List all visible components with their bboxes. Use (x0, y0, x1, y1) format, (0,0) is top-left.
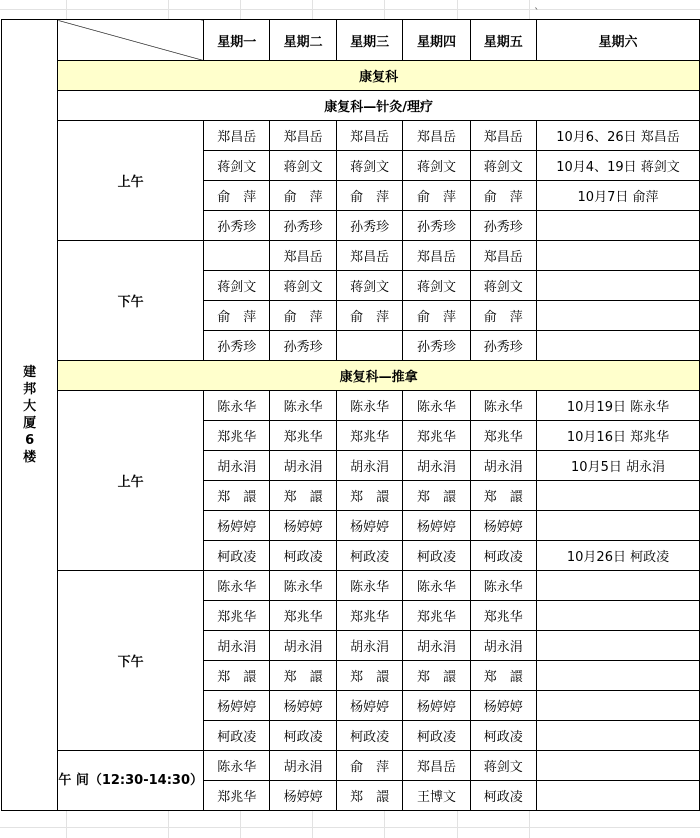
doctor-cell[interactable]: 郑昌岳 (403, 751, 470, 781)
doctor-cell[interactable]: 蒋剑文 (204, 151, 270, 181)
doctor-cell[interactable]: 杨婷婷 (204, 691, 270, 721)
doctor-cell[interactable]: 俞 萍 (270, 181, 336, 211)
doctor-cell[interactable]: 胡永涓 (470, 451, 536, 481)
doctor-cell[interactable]: 郑 譞 (403, 661, 470, 691)
doctor-cell[interactable]: 陈永华 (336, 391, 402, 421)
gridline (0, 827, 700, 828)
weekday-header[interactable]: 星期三 (336, 20, 402, 61)
doctor-cell[interactable]: 郑 譞 (336, 781, 402, 811)
doctor-cell[interactable]: 郑昌岳 (204, 121, 270, 151)
doctor-cell[interactable]: 郑兆华 (403, 421, 470, 451)
doctor-cell[interactable]: 胡永涓 (336, 631, 402, 661)
doctor-cell[interactable]: 俞 萍 (204, 181, 270, 211)
period-label[interactable]: 下午 (58, 241, 204, 361)
doctor-cell[interactable] (336, 331, 402, 361)
doctor-cell[interactable]: 杨婷婷 (270, 691, 336, 721)
saturday-cell[interactable] (537, 271, 700, 301)
doctor-cell[interactable]: 郑兆华 (403, 601, 470, 631)
doctor-cell[interactable]: 陈永华 (336, 571, 402, 601)
doctor-cell[interactable]: 郑 譞 (470, 661, 536, 691)
doctor-cell[interactable]: 陈永华 (204, 751, 270, 781)
weekday-header[interactable]: 星期五 (470, 20, 536, 61)
table-row (2, 751, 700, 781)
doctor-cell[interactable]: 蒋剑文 (270, 151, 336, 181)
doctor-cell[interactable]: 郑昌岳 (336, 121, 402, 151)
doctor-cell[interactable]: 胡永涓 (403, 631, 470, 661)
schedule-body (2, 20, 700, 811)
saturday-cell[interactable]: 10月16日 郑兆华 (537, 421, 700, 451)
doctor-cell[interactable]: 陈永华 (470, 571, 536, 601)
doctor-cell[interactable]: 俞 萍 (204, 301, 270, 331)
doctor-cell[interactable]: 孙秀珍 (470, 331, 536, 361)
saturday-cell[interactable] (537, 721, 700, 751)
saturday-cell[interactable]: 10月19日 陈永华 (537, 391, 700, 421)
saturday-cell[interactable] (537, 481, 700, 511)
doctor-cell[interactable]: 郑昌岳 (403, 241, 470, 271)
doctor-cell[interactable]: 孙秀珍 (270, 331, 336, 361)
section-title-row (2, 91, 700, 121)
saturday-cell[interactable]: 10月6、26日 郑昌岳 (537, 121, 700, 151)
saturday-cell[interactable] (537, 781, 700, 811)
schedule-table (1, 19, 700, 811)
doctor-cell[interactable]: 胡永涓 (336, 451, 402, 481)
doctor-cell[interactable]: 蒋剑文 (270, 271, 336, 301)
doctor-cell[interactable]: 陈永华 (470, 391, 536, 421)
doctor-cell[interactable]: 柯政凌 (336, 721, 402, 751)
period-label[interactable]: 上午 (58, 391, 204, 571)
doctor-cell[interactable]: 胡永涓 (270, 451, 336, 481)
doctor-cell[interactable]: 孙秀珍 (204, 331, 270, 361)
doctor-cell[interactable]: 俞 萍 (470, 301, 536, 331)
period-label[interactable]: 午 间（12:30-14:30） (58, 751, 204, 811)
doctor-cell[interactable]: 孙秀珍 (204, 211, 270, 241)
doctor-cell[interactable]: 郑 譞 (470, 481, 536, 511)
doctor-cell[interactable]: 郑 譞 (336, 481, 402, 511)
doctor-cell[interactable]: 蒋剑文 (336, 151, 402, 181)
doctor-cell[interactable]: 郑昌岳 (270, 121, 336, 151)
saturday-cell[interactable]: 10月7日 俞萍 (537, 181, 700, 211)
doctor-cell[interactable]: 郑兆华 (336, 421, 402, 451)
doctor-cell[interactable]: 孙秀珍 (270, 211, 336, 241)
section-title-row (2, 361, 700, 391)
gridline (0, 9, 700, 10)
saturday-cell[interactable] (537, 601, 700, 631)
saturday-cell[interactable] (537, 571, 700, 601)
saturday-cell[interactable]: 10月5日 胡永涓 (537, 451, 700, 481)
saturday-cell[interactable] (537, 241, 700, 271)
doctor-cell[interactable]: 俞 萍 (336, 301, 402, 331)
diagonal-header-cell[interactable] (58, 20, 204, 61)
saturday-cell[interactable] (537, 751, 700, 781)
doctor-cell[interactable]: 柯政凌 (403, 541, 470, 571)
doctor-cell[interactable]: 孙秀珍 (403, 331, 470, 361)
doctor-cell[interactable]: 俞 萍 (270, 301, 336, 331)
saturday-cell[interactable] (537, 691, 700, 721)
weekday-header[interactable]: 星期二 (270, 20, 336, 61)
doctor-cell[interactable]: 陈永华 (204, 391, 270, 421)
doctor-cell[interactable]: 蒋剑文 (204, 271, 270, 301)
doctor-cell[interactable]: 孙秀珍 (403, 211, 470, 241)
doctor-cell[interactable]: 俞 萍 (403, 181, 470, 211)
weekday-header[interactable]: 星期四 (403, 20, 470, 61)
doctor-cell[interactable]: 蒋剑文 (470, 271, 536, 301)
table-row (2, 241, 700, 271)
saturday-cell[interactable] (537, 661, 700, 691)
doctor-cell[interactable]: 郑兆华 (204, 421, 270, 451)
doctor-cell[interactable]: 杨婷婷 (270, 511, 336, 541)
doctor-cell[interactable]: 郑兆华 (470, 601, 536, 631)
doctor-cell[interactable]: 郑昌岳 (470, 241, 536, 271)
saturday-cell[interactable] (537, 211, 700, 241)
building-label[interactable] (2, 20, 58, 811)
doctor-cell[interactable]: 郑 譞 (270, 481, 336, 511)
doctor-cell[interactable]: 郑兆华 (270, 421, 336, 451)
doctor-cell[interactable]: 郑昌岳 (270, 241, 336, 271)
doctor-cell[interactable]: 杨婷婷 (470, 511, 536, 541)
doctor-cell[interactable]: 孙秀珍 (336, 211, 402, 241)
building-text: 建邦大厦6楼 (23, 365, 37, 465)
department-title-row (2, 61, 700, 91)
doctor-cell[interactable]: 胡永涓 (470, 631, 536, 661)
doctor-cell[interactable]: 杨婷婷 (403, 511, 470, 541)
saturday-cell[interactable] (537, 511, 700, 541)
doctor-cell[interactable]: 俞 萍 (336, 751, 402, 781)
doctor-cell[interactable]: 郑 譞 (204, 661, 270, 691)
saturday-cell[interactable] (537, 631, 700, 661)
weekday-header[interactable]: 星期一 (204, 20, 270, 61)
doctor-cell[interactable]: 俞 萍 (403, 301, 470, 331)
doctor-cell[interactable]: 柯政凌 (470, 781, 536, 811)
doctor-cell[interactable]: 杨婷婷 (270, 781, 336, 811)
doctor-cell[interactable]: 王博文 (403, 781, 470, 811)
doctor-cell[interactable]: 杨婷婷 (470, 691, 536, 721)
saturday-cell[interactable] (537, 301, 700, 331)
doctor-cell[interactable]: 杨婷婷 (403, 691, 470, 721)
doctor-cell[interactable]: 郑昌岳 (403, 121, 470, 151)
department-title[interactable]: 康复科 (58, 61, 700, 91)
section-title[interactable]: 康复科—针灸/理疗 (58, 91, 700, 121)
doctor-cell[interactable]: 胡永涓 (270, 631, 336, 661)
doctor-cell[interactable]: 陈永华 (270, 571, 336, 601)
doctor-cell[interactable]: 蒋剑文 (470, 751, 536, 781)
period-label[interactable]: 下午 (58, 571, 204, 751)
doctor-cell[interactable]: 柯政凌 (470, 721, 536, 751)
doctor-cell[interactable]: 胡永涓 (204, 631, 270, 661)
doctor-cell[interactable]: 郑兆华 (270, 601, 336, 631)
doctor-cell[interactable] (204, 241, 270, 271)
saturday-cell[interactable] (537, 331, 700, 361)
doctor-cell[interactable]: 柯政凌 (204, 721, 270, 751)
doctor-cell[interactable]: 柯政凌 (470, 541, 536, 571)
doctor-cell[interactable]: 郑兆华 (336, 601, 402, 631)
doctor-cell[interactable]: 柯政凌 (270, 721, 336, 751)
doctor-cell[interactable]: 杨婷婷 (336, 511, 402, 541)
doctor-cell[interactable]: 蒋剑文 (403, 151, 470, 181)
doctor-cell[interactable]: 蒋剑文 (403, 271, 470, 301)
table-row (2, 571, 700, 601)
period-label[interactable]: 上午 (58, 121, 204, 241)
doctor-cell[interactable]: 郑兆华 (204, 601, 270, 631)
doctor-cell[interactable]: 郑昌岳 (470, 121, 536, 151)
doctor-cell[interactable]: 郑兆华 (204, 781, 270, 811)
doctor-cell[interactable]: 郑昌岳 (336, 241, 402, 271)
doctor-cell[interactable]: 胡永涓 (270, 751, 336, 781)
saturday-cell[interactable]: 10月4、19日 蒋剑文 (537, 151, 700, 181)
cell-mark: ` (534, 6, 540, 19)
doctor-cell[interactable]: 郑 譞 (336, 661, 402, 691)
doctor-cell[interactable]: 郑兆华 (470, 421, 536, 451)
table-row (2, 121, 700, 151)
doctor-cell[interactable]: 郑 譞 (204, 481, 270, 511)
doctor-cell[interactable]: 陈永华 (403, 391, 470, 421)
doctor-cell[interactable]: 胡永涓 (403, 451, 470, 481)
doctor-cell[interactable]: 郑 譞 (270, 661, 336, 691)
section-title[interactable]: 康复科—推拿 (58, 361, 700, 391)
doctor-cell[interactable]: 柯政凌 (336, 541, 402, 571)
doctor-cell[interactable]: 杨婷婷 (336, 691, 402, 721)
header-row (2, 20, 700, 61)
table-row (2, 391, 700, 421)
doctor-cell[interactable]: 陈永华 (403, 571, 470, 601)
doctor-cell[interactable]: 蒋剑文 (336, 271, 402, 301)
doctor-cell[interactable]: 柯政凌 (403, 721, 470, 751)
doctor-cell[interactable]: 柯政凌 (204, 541, 270, 571)
doctor-cell[interactable]: 杨婷婷 (204, 511, 270, 541)
doctor-cell[interactable]: 俞 萍 (336, 181, 402, 211)
saturday-cell[interactable]: 10月26日 柯政凌 (537, 541, 700, 571)
doctor-cell[interactable]: 孙秀珍 (470, 211, 536, 241)
doctor-cell[interactable]: 俞 萍 (470, 181, 536, 211)
doctor-cell[interactable]: 郑 譞 (403, 481, 470, 511)
doctor-cell[interactable]: 胡永涓 (204, 451, 270, 481)
weekday-header[interactable]: 星期六 (537, 20, 700, 61)
doctor-cell[interactable]: 陈永华 (204, 571, 270, 601)
doctor-cell[interactable]: 陈永华 (270, 391, 336, 421)
doctor-cell[interactable]: 蒋剑文 (470, 151, 536, 181)
doctor-cell[interactable]: 柯政凌 (270, 541, 336, 571)
